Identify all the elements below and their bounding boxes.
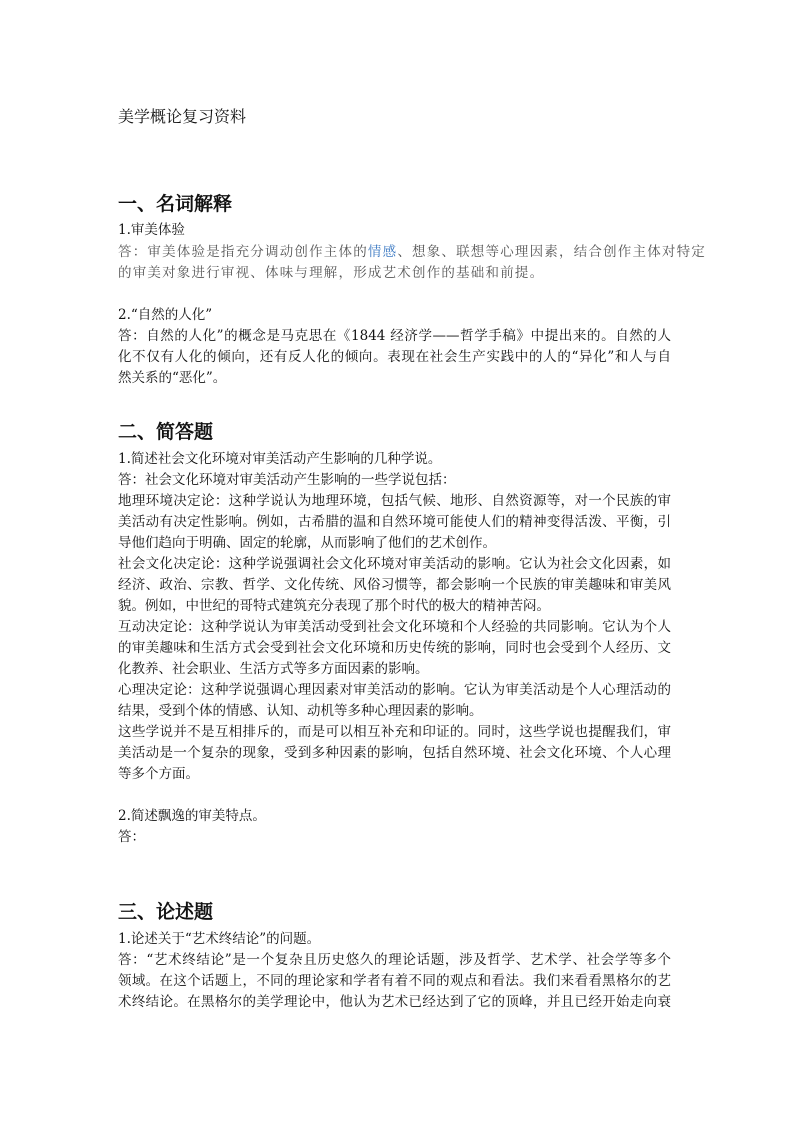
answer-line: 化不仅有人化的倾向，还有反人化的倾向。表现在社会生产实践中的人的“异化”和人与自 bbox=[118, 349, 671, 365]
answer-line: 化教养、社会职业、生活方式等多方面因素的影响。 bbox=[118, 661, 429, 677]
answer-line: 地理环境决定论：这种学说认为地理环境，包括气候、地形、自然资源等，对一个民族的审 bbox=[118, 493, 671, 509]
question-1-1: 1.审美体验 bbox=[118, 222, 185, 238]
section-heading-essay: 三、论述题 bbox=[118, 901, 214, 923]
question-1-2: 2.“自然的人化” bbox=[118, 307, 213, 323]
question-2-1: 1.简述社会文化环境对审美活动产生影响的几种学说。 bbox=[118, 451, 442, 467]
answer-1-1-line2: 的审美对象进行审视、体味与理解，形成艺术创作的基础和前提。 bbox=[118, 265, 545, 281]
answer-line: 术终结论。在黑格尔的美学理论中，他认为艺术已经达到了它的顶峰，并且已经开始走向衰 bbox=[118, 994, 671, 1010]
question-3-1: 1.论述关于“艺术终结论”的问题。 bbox=[118, 931, 321, 947]
answer-2-2: 答： bbox=[118, 829, 145, 845]
answer-line: 经济、政治、宗教、哲学、文化传统、风俗习惯等，都会影响一个民族的审美趣味和审美风 bbox=[118, 577, 671, 593]
answer-text: 答：审美体验是指充分调动创作主体的 bbox=[118, 244, 368, 260]
answer-line: 然关系的“恶化”。 bbox=[118, 370, 227, 386]
answer-line: 答：自然的人化”的概念是马克思在《1844 经济学——哲学手稿》中提出来的。自然的人 bbox=[118, 328, 671, 344]
answer-line: 美活动有决定性影响。例如，古希腊的温和自然环境可能使人们的精神变得活泼、平衡，引 bbox=[118, 514, 671, 530]
answer-line: 美活动是一个复杂的现象，受到多种因素的影响，包括自然环境、社会文化环境、个人心理 bbox=[118, 745, 671, 761]
question-2-2: 2.简述飘逸的审美特点。 bbox=[118, 808, 266, 824]
section-heading-terms: 一、名词解释 bbox=[118, 193, 233, 215]
answer-line: 互动决定论：这种学说认为审美活动受到社会文化环境和个人经验的共同影响。它认为个人 bbox=[118, 619, 671, 635]
answer-line: 的审美趣味和生活方式会受到社会文化环境和历史传统的影响，同时也会受到个人经历、文 bbox=[118, 640, 671, 656]
answer-line: 社会文化决定论：这种学说强调社会文化环境对审美活动的影响。它认为社会文化因素，如 bbox=[118, 556, 671, 572]
answer-line: 心理决定论：这种学说强调心理因素对审美活动的影响。它认为审美活动是个人心理活动的 bbox=[118, 682, 671, 698]
answer-text: 、想象、联想等心理因素，结合创作主体对特定 bbox=[397, 244, 707, 260]
answer-line: 答：“艺术终结论”是一个复杂且历史悠久的理论话题，涉及哲学、艺术学、社会学等多个 bbox=[118, 952, 671, 968]
answer-line: 答：社会文化环境对审美活动产生影响的一些学说包括： bbox=[118, 472, 456, 488]
answer-1-1-line1 bbox=[118, 242, 707, 263]
answer-line: 等多个方面。 bbox=[118, 766, 199, 782]
answer-line: 貌。例如，中世纪的哥特式建筑充分表现了那个时代的极大的精神苦闷。 bbox=[118, 598, 550, 614]
answer-line: 领域。在这个话题上，不同的理论家和学者有着不同的观点和看法。我们来看看黑格尔的艺 bbox=[118, 973, 671, 989]
section-heading-short-answer: 二、简答题 bbox=[118, 421, 214, 443]
keyword-link[interactable]: 情感 bbox=[367, 244, 398, 260]
answer-line: 结果，受到个体的情感、认知、动机等多种心理因素的影响。 bbox=[118, 703, 483, 719]
answer-line: 这些学说并不是互相排斥的，而是可以相互补充和印证的。同时，这些学说也提醒我们，审 bbox=[118, 724, 671, 740]
answer-line: 导他们趋向于明确、固定的轮廓，从而影响了他们的艺术创作。 bbox=[118, 535, 496, 551]
document-title: 美学概论复习资料 bbox=[118, 107, 247, 126]
